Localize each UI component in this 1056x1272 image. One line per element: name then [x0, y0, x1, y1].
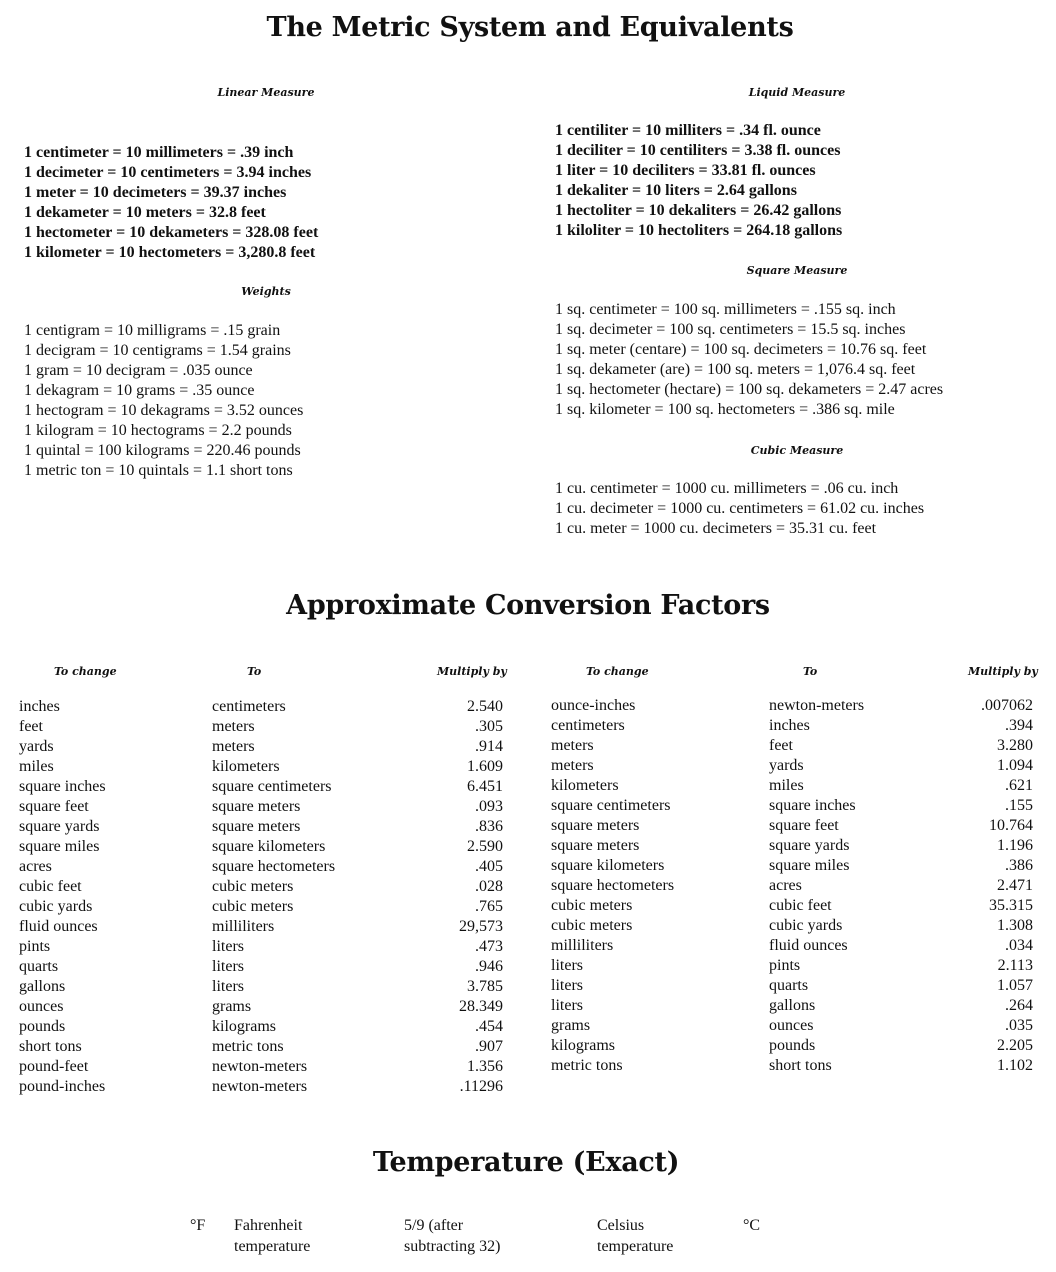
from-unit-cell: pounds	[19, 1018, 66, 1035]
from-unit-cell: liters	[551, 957, 583, 974]
from-unit-cell: centimeters	[551, 717, 625, 734]
multiplier-cell: 3.785	[467, 978, 503, 995]
to-unit-cell: square meters	[212, 798, 301, 815]
to-unit-cell: feet	[769, 737, 793, 754]
left-to-column	[212, 697, 335, 1097]
from-unit-cell: square inches	[19, 778, 106, 795]
cubic-measure-heading: Cubic Measure	[750, 444, 844, 457]
linear-measure-item: 1 meter = 10 decimeters = 39.37 inches	[24, 184, 287, 201]
to-unit-cell: acres	[769, 877, 802, 894]
multiplier-cell: .305	[475, 718, 503, 735]
from-unit-cell: liters	[551, 997, 583, 1014]
from-unit-cell: short tons	[19, 1038, 82, 1055]
from-unit-cell: cubic meters	[551, 917, 633, 934]
multiplier-cell: .093	[475, 798, 503, 815]
multiplier-cell: .11296	[459, 1078, 503, 1095]
multiplier-cell: 1.094	[997, 757, 1033, 774]
multiplier-cell: .386	[1005, 857, 1033, 874]
weight-item: 1 gram = 10 decigram = .035 ounce	[24, 362, 253, 379]
to-unit-cell: newton-meters	[212, 1078, 308, 1095]
to-unit-cell: cubic meters	[212, 878, 294, 895]
from-unit-cell: kilograms	[551, 1037, 615, 1054]
multiplier-cell: .914	[475, 738, 503, 755]
multiplier-cell: 1.308	[997, 917, 1033, 934]
from-unit-cell: pound-feet	[19, 1058, 89, 1075]
conversion-rule: 5/9 (after subtracting 32)	[404, 1217, 501, 1255]
to-unit-cell: newton-meters	[769, 697, 865, 714]
from-unit-cell: cubic yards	[19, 898, 93, 915]
to-unit-cell: inches	[769, 717, 810, 734]
to-unit-cell: square kilometers	[212, 838, 326, 855]
to-unit-cell: short tons	[769, 1057, 832, 1074]
linear-measure-item: 1 centimeter = 10 millimeters = .39 inch	[24, 144, 294, 161]
from-unit-cell: square centimeters	[551, 797, 671, 814]
multiplier-cell: .264	[1005, 997, 1033, 1014]
right-header-multiply-by: Multiply by	[968, 665, 1038, 678]
multiplier-cell: .007062	[981, 697, 1033, 714]
multiplier-cell: .836	[475, 818, 503, 835]
to-unit-cell: liters	[212, 938, 244, 955]
square-measure-list	[555, 300, 943, 420]
to-unit-cell: grams	[212, 998, 252, 1015]
from-unit-cell: feet	[19, 718, 43, 735]
to-unit-cell: newton-meters	[212, 1058, 308, 1075]
liquid-measure-item: 1 liter = 10 deciliters = 33.81 fl. ounces	[555, 162, 816, 179]
to-unit-cell: ounces	[769, 1017, 814, 1034]
linear-measure-item: 1 decimeter = 10 centimeters = 3.94 inches	[24, 164, 312, 181]
from-unit-cell: ounce-inches	[551, 697, 636, 714]
to-unit-cell: meters	[212, 718, 255, 735]
from-unit-cell: fluid ounces	[19, 918, 98, 935]
from-unit-cell: metric tons	[551, 1057, 623, 1074]
conversion-title: Approximate Conversion Factors	[286, 590, 770, 621]
linear-measure-item: 1 kilometer = 10 hectometers = 3,280.8 feet	[24, 244, 316, 261]
from-unit-cell: milliliters	[551, 937, 614, 954]
from-unit-cell: yards	[19, 738, 54, 755]
from-unit-cell: square miles	[19, 838, 100, 855]
liquid-measure-item: 1 centiliter = 10 milliters = .34 fl. ounce	[555, 122, 821, 139]
square-measure-item: 1 sq. hectometer (hectare) = 100 sq. dekameters = 2.47 acres	[555, 381, 944, 398]
right-multiply-column	[930, 696, 1033, 1076]
weight-item: 1 hectogram = 10 dekagrams = 3.52 ounces	[24, 402, 304, 419]
from-unit-cell: square hectometers	[551, 877, 675, 894]
from-unit-cell: quarts	[19, 958, 59, 975]
multiplier-cell: 2.590	[467, 838, 503, 855]
from-unit-cell: square feet	[19, 798, 89, 815]
to-unit-cell: kilograms	[212, 1018, 276, 1035]
left-from-column	[19, 697, 106, 1097]
weight-item: 1 centigram = 10 milligrams = .15 grain	[24, 322, 281, 339]
from-unit-cell: cubic meters	[551, 897, 633, 914]
weight-item: 1 kilogram = 10 hectograms = 2.2 pounds	[24, 422, 292, 439]
multiplier-cell: 1.356	[467, 1058, 503, 1075]
right-header-to-change: To change	[586, 665, 649, 678]
square-measure-heading: Square Measure	[746, 264, 848, 277]
multiplier-cell: 29,573	[459, 918, 503, 935]
from-unit-cell: square meters	[551, 817, 640, 834]
page-title: The Metric System and Equivalents	[266, 12, 794, 43]
multiplier-cell: 2.540	[467, 698, 503, 715]
square-measure-item: 1 sq. dekameter (are) = 100 sq. meters = 1,076.4 sq. feet	[555, 361, 916, 378]
right-from-column	[551, 696, 674, 1076]
to-unit-cell: square meters	[212, 818, 301, 835]
to-unit-cell: meters	[212, 738, 255, 755]
multiplier-cell: .028	[475, 878, 503, 895]
left-header-to: To	[247, 665, 262, 678]
temperature-title: Temperature (Exact)	[372, 1147, 680, 1178]
fahrenheit-symbol: °F	[190, 1217, 206, 1234]
from-unit-cell: pound-inches	[19, 1078, 106, 1095]
to-unit-cell: pounds	[769, 1037, 816, 1054]
multiplier-cell: 2.205	[997, 1037, 1033, 1054]
from-unit-cell: acres	[19, 858, 52, 875]
right-to-column	[769, 696, 864, 1076]
weight-item: 1 dekagram = 10 grams = .35 ounce	[24, 382, 255, 399]
multiplier-cell: .405	[475, 858, 503, 875]
multiplier-cell: .155	[1005, 797, 1033, 814]
weight-item: 1 quintal = 100 kilograms = 220.46 pounds	[24, 442, 301, 459]
weight-item: 1 metric ton = 10 quintals = 1.1 short tons	[24, 462, 293, 479]
to-unit-cell: square centimeters	[212, 778, 332, 795]
multiplier-cell: 28.349	[459, 998, 503, 1015]
to-unit-cell: square yards	[769, 837, 850, 854]
multiplier-cell: 1.057	[997, 977, 1033, 994]
linear-measure-item: 1 hectometer = 10 dekameters = 328.08 feet	[24, 224, 319, 241]
multiplier-cell: 2.113	[997, 957, 1033, 974]
liquid-measure-heading: Liquid Measure	[748, 86, 846, 99]
linear-measure-heading: Linear Measure	[217, 86, 315, 99]
from-unit-cell: square meters	[551, 837, 640, 854]
cubic-measure-item: 1 cu. meter = 1000 cu. decimeters = 35.31 cu. feet	[555, 520, 877, 537]
to-unit-cell: fluid ounces	[769, 937, 848, 954]
liquid-measure-item: 1 hectoliter = 10 dekaliters = 26.42 gallons	[555, 202, 842, 219]
multiplier-cell: .621	[1005, 777, 1033, 794]
from-unit-cell: meters	[551, 757, 594, 774]
liquid-measure-item: 1 deciliter = 10 centiliters = 3.38 fl. ounces	[555, 142, 841, 159]
liquid-measure-list	[555, 121, 842, 241]
left-multiply-column	[400, 697, 503, 1097]
right-header-to: To	[803, 665, 818, 678]
multiplier-cell: 1.609	[467, 758, 503, 775]
multiplier-cell: .907	[475, 1038, 503, 1055]
multiplier-cell: .035	[1005, 1017, 1033, 1034]
to-unit-cell: square feet	[769, 817, 839, 834]
to-unit-cell: liters	[212, 978, 244, 995]
to-unit-cell: square miles	[769, 857, 850, 874]
to-unit-cell: cubic meters	[212, 898, 294, 915]
celsius-label: Celsius temperature	[597, 1217, 674, 1255]
liquid-measure-item: 1 kiloliter = 10 hectoliters = 264.18 gallons	[555, 222, 843, 239]
multiplier-cell: .454	[475, 1018, 503, 1035]
linear-measure-list	[24, 143, 318, 263]
multiplier-cell: .946	[475, 958, 503, 975]
from-unit-cell: pints	[19, 938, 51, 955]
from-unit-cell: kilometers	[551, 777, 619, 794]
from-unit-cell: ounces	[19, 998, 64, 1015]
to-unit-cell: pints	[769, 957, 801, 974]
multiplier-cell: 1.196	[997, 837, 1033, 854]
square-measure-item: 1 sq. decimeter = 100 sq. centimeters = 15.5 sq. inches	[555, 321, 906, 338]
from-unit-cell: liters	[551, 977, 583, 994]
square-measure-item: 1 sq. kilometer = 100 sq. hectometers = .386 sq. mile	[555, 401, 895, 418]
multiplier-cell: .473	[475, 938, 503, 955]
to-unit-cell: cubic feet	[769, 897, 832, 914]
to-unit-cell: quarts	[769, 977, 809, 994]
to-unit-cell: liters	[212, 958, 244, 975]
fahrenheit-label: Fahrenheit temperature	[234, 1217, 311, 1255]
from-unit-cell: gallons	[19, 978, 66, 995]
multiplier-cell: .034	[1005, 937, 1033, 954]
weight-item: 1 decigram = 10 centigrams = 1.54 grains	[24, 342, 291, 359]
to-unit-cell: gallons	[769, 997, 816, 1014]
multiplier-cell: 1.102	[997, 1057, 1033, 1074]
from-unit-cell: square kilometers	[551, 857, 665, 874]
from-unit-cell: meters	[551, 737, 594, 754]
liquid-measure-item: 1 dekaliter = 10 liters = 2.64 gallons	[555, 182, 797, 199]
cubic-measure-list	[555, 479, 924, 539]
cubic-measure-item: 1 cu. decimeter = 1000 cu. centimeters = 61.02 cu. inches	[555, 500, 925, 517]
multiplier-cell: 2.471	[997, 877, 1033, 894]
multiplier-cell: .394	[1005, 717, 1033, 734]
from-unit-cell: grams	[551, 1017, 591, 1034]
left-header-multiply-by: Multiply by	[437, 665, 507, 678]
multiplier-cell: 3.280	[997, 737, 1033, 754]
celsius-symbol: °C	[743, 1217, 761, 1234]
to-unit-cell: kilometers	[212, 758, 280, 775]
to-unit-cell: miles	[769, 777, 804, 794]
weights-heading: Weights	[241, 285, 291, 298]
to-unit-cell: milliliters	[212, 918, 275, 935]
to-unit-cell: cubic yards	[769, 917, 843, 934]
weights-list	[24, 321, 303, 481]
left-header-to-change: To change	[54, 665, 117, 678]
linear-measure-item: 1 dekameter = 10 meters = 32.8 feet	[24, 204, 266, 221]
multiplier-cell: .765	[475, 898, 503, 915]
from-unit-cell: square yards	[19, 818, 100, 835]
to-unit-cell: metric tons	[212, 1038, 284, 1055]
to-unit-cell: centimeters	[212, 698, 286, 715]
multiplier-cell: 35.315	[989, 897, 1033, 914]
from-unit-cell: cubic feet	[19, 878, 82, 895]
to-unit-cell: square hectometers	[212, 858, 336, 875]
square-measure-item: 1 sq. meter (centare) = 100 sq. decimeters = 10.76 sq. feet	[555, 341, 927, 358]
multiplier-cell: 10.764	[989, 817, 1033, 834]
cubic-measure-item: 1 cu. centimeter = 1000 cu. millimeters = .06 cu. inch	[555, 480, 899, 497]
from-unit-cell: inches	[19, 698, 60, 715]
to-unit-cell: yards	[769, 757, 804, 774]
square-measure-item: 1 sq. centimeter = 100 sq. millimeters = .155 sq. inch	[555, 301, 896, 318]
to-unit-cell: square inches	[769, 797, 856, 814]
from-unit-cell: miles	[19, 758, 54, 775]
multiplier-cell: 6.451	[467, 778, 503, 795]
